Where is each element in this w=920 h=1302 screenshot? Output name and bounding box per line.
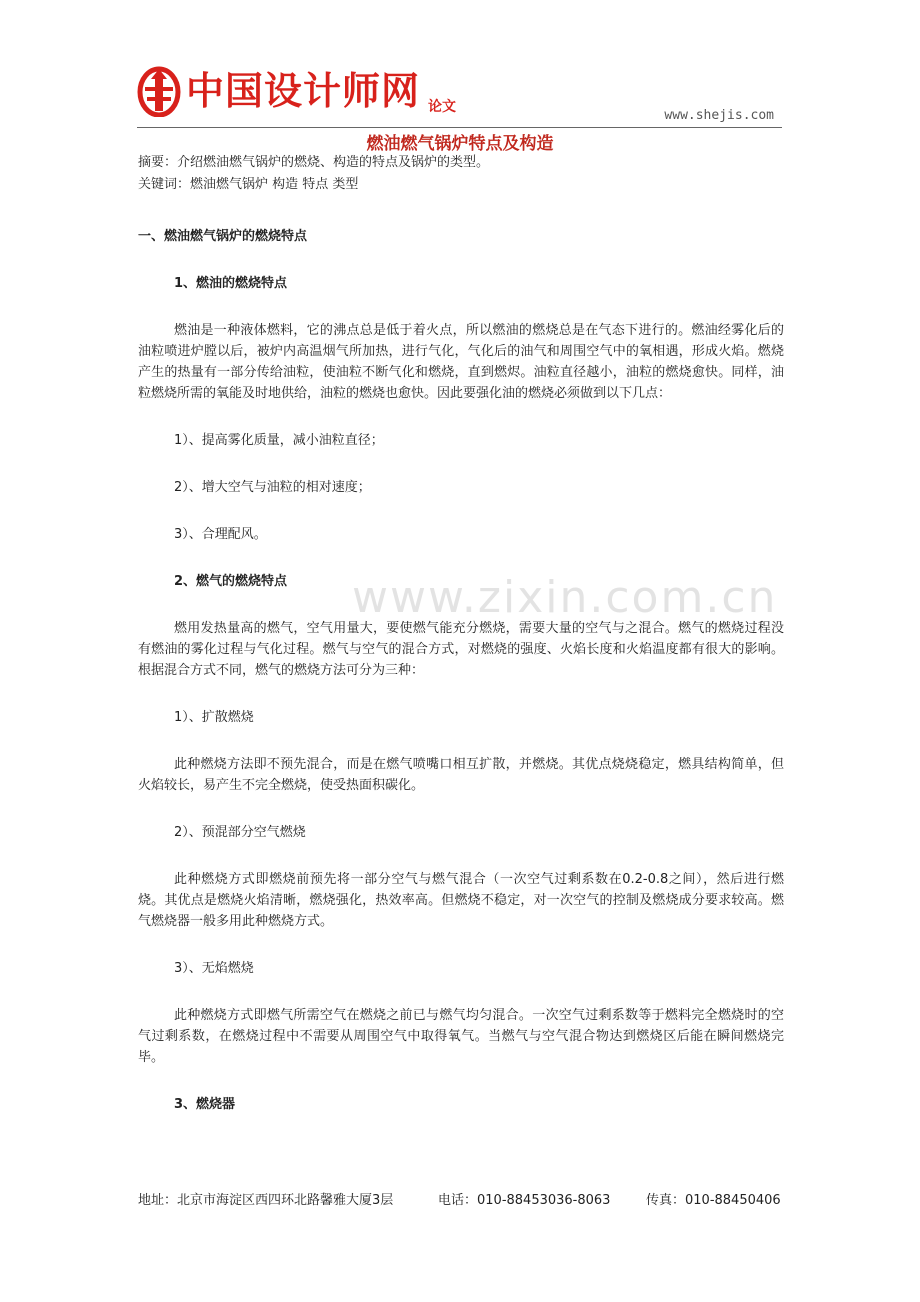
paragraph-gas-combustion: 燃用发热量高的燃气，空气用量大，要使燃气能充分燃烧，需要大量的空气与之混合。燃气的燃烧过程没有燃油的雾化过程与气化过程。燃气与空气的混合方式，对燃烧的强度、火焰长度和火焰温度都有很大的影响。根据混合方式不同，燃气的燃烧方法可分为三种：: [138, 621, 784, 678]
footer-fax: 传真：010-88450406: [646, 1193, 781, 1208]
keywords: 关键词：燃油燃气锅炉 构造 特点 类型: [138, 177, 359, 192]
document-body: [138, 152, 784, 1115]
document-title: 燃油燃气锅炉特点及构造: [366, 134, 554, 154]
page-header: [0, 0, 920, 135]
footer-phone: 电话：010-88453036-8063: [438, 1193, 611, 1208]
logo-section-tag: 论文: [428, 99, 456, 115]
subsection-heading-burner: 3、燃烧器: [174, 1097, 236, 1112]
footer-address: 地址：北京市海淀区西四环北路馨雅大厦3层: [138, 1193, 394, 1208]
header-divider: [137, 127, 782, 128]
list-item: 2）、增大空气与油粒的相对速度；: [174, 480, 371, 495]
subsection-heading-oil: 1、燃油的燃烧特点: [174, 276, 288, 291]
paragraph-premixed: 此种燃烧方式即燃烧前预先将一部分空气与燃气混合（一次空气过剩系数在0.2-0.8之间），然后进行燃烧。其优点是燃烧火焰清晰，燃烧强化，热效率高。但燃烧不稳定，对一次空气的控制及燃烧成分要求较高。燃气燃烧器一般多用此种燃烧方式。: [138, 872, 784, 929]
watermark: www.zixin.com.cn: [352, 572, 778, 623]
method-title-premixed: 2）、预混部分空气燃烧: [174, 825, 306, 840]
paragraph-flameless: 此种燃烧方式即燃气所需空气在燃烧之前已与燃气均匀混合。一次空气过剩系数等于燃料完全燃烧时的空气过剩系数，在燃烧过程中不需要从周围空气中取得氧气。当燃气与空气混合物达到燃烧区后能在瞬间燃烧完毕。: [138, 1008, 784, 1065]
list-item: 1）、提高雾化质量，减小油粒直径；: [174, 433, 384, 448]
list-item: 3）、合理配风。: [174, 527, 267, 542]
document-meta: [138, 152, 784, 196]
paragraph-oil-combustion: 燃油是一种液体燃料，它的沸点总是低于着火点，所以燃油的燃烧总是在气态下进行的。燃油经雾化后的油粒喷进炉膛以后，被炉内高温烟气所加热，进行气化，气化后的油气和周围空气中的氧相遇，形成火焰。燃烧产生的热量有一部分传给油粒，使油粒不断气化和燃烧，直到燃烬。油粒直径越小，油粒的燃烧愈快。同样，油粒燃烧所需的氧能及时地供给，油粒的燃烧也愈快。因此要强化油的燃烧必须做到以下几点：: [138, 323, 784, 401]
abstract: 摘要：介绍燃油燃气锅炉的燃烧、构造的特点及锅炉的类型。: [138, 155, 490, 170]
site-logo-text: 中国设计师网: [186, 69, 421, 113]
paragraph-diffusion: 此种燃烧方法即不预先混合，而是在燃气喷嘴口相互扩散，并燃烧。其优点烧烧稳定，燃具结构简单，但火焰较长，易产生不完全燃烧，使受热面积碳化。: [138, 757, 784, 793]
section-heading: 一、燃油燃气锅炉的燃烧特点: [138, 229, 308, 244]
subsection-heading-gas: 2、燃气的燃烧特点: [174, 574, 288, 589]
site-url: www.shejis.com: [664, 108, 774, 123]
method-title-diffusion: 1）、扩散燃烧: [174, 710, 254, 725]
page-footer: [138, 1189, 788, 1208]
logo-emblem-icon: [137, 65, 181, 117]
method-title-flameless: 3）、无焰燃烧: [174, 961, 254, 976]
